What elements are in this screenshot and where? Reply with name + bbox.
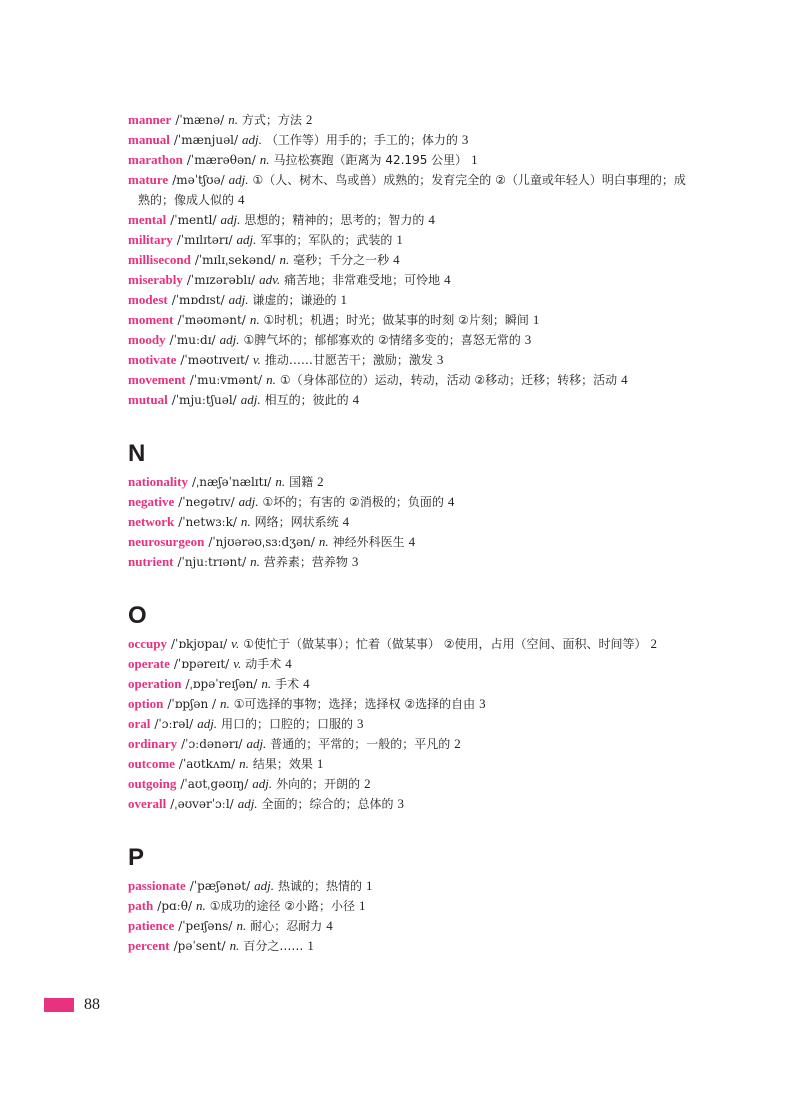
definition: 思想的；精神的；思考的；智力的 (244, 213, 425, 227)
definition: 外向的；开朗的 (276, 777, 361, 791)
part-of-speech: adj. (252, 776, 273, 791)
definition: ①可选择的事物；选择；选择权 ②选择的自由 (233, 697, 476, 711)
headword: operate (128, 656, 170, 671)
level-number: 4 (408, 534, 416, 549)
part-of-speech: adj. (238, 494, 259, 509)
glossary-entry (128, 916, 688, 936)
part-of-speech: n. (275, 474, 286, 489)
pronunciation: /pɑːθ/ (157, 899, 192, 913)
glossary-entry (128, 532, 688, 552)
part-of-speech: n. (236, 918, 247, 933)
level-number: 3 (397, 796, 405, 811)
headword: millisecond (128, 252, 191, 267)
definition: 相互的；彼此的 (264, 393, 349, 407)
pronunciation: /ˈpæʃənət/ (189, 879, 251, 893)
level-number: 1 (365, 878, 373, 893)
part-of-speech: n. (240, 514, 251, 529)
headword: path (128, 898, 154, 913)
glossary-entry (128, 694, 688, 714)
level-number: 1 (359, 898, 366, 913)
part-of-speech: adj. (197, 716, 218, 731)
section-letter-p: P (128, 844, 145, 871)
pronunciation: /ˈmænə/ (175, 113, 225, 127)
pronunciation: /ˌnæʃəˈnælɪtɪ/ (191, 475, 272, 489)
part-of-speech: n. (266, 372, 276, 387)
definition: 耐心；忍耐力 (250, 919, 323, 933)
level-number: 1 (340, 292, 347, 307)
headword: moody (128, 332, 166, 347)
definition: 热诚的；热情的 (277, 879, 362, 893)
glossary-entry (128, 390, 688, 410)
part-of-speech: adj. (228, 172, 249, 187)
headword: moment (128, 312, 174, 327)
part-of-speech: n. (250, 554, 260, 569)
pronunciation: /ˈɒpəreɪt/ (173, 657, 230, 671)
glossary-entry (128, 512, 688, 532)
level-number: 4 (342, 514, 350, 529)
page-tab-marker (44, 998, 74, 1012)
definition: 全面的；综合的；总体的 (261, 797, 394, 811)
part-of-speech: n. (318, 534, 329, 549)
definition: 结果；效果 (252, 757, 313, 771)
definition: ①坏的；有害的 ②消极的；负面的 (262, 495, 444, 509)
part-of-speech: n. (261, 676, 272, 691)
level-number: 1 (471, 152, 478, 167)
headword: outcome (128, 756, 175, 771)
pronunciation: /ˈməʊmənt/ (177, 313, 246, 327)
headword: miserably (128, 272, 183, 287)
headword: operation (128, 676, 182, 691)
part-of-speech: adj. (220, 212, 241, 227)
part-of-speech: n. (229, 938, 240, 953)
pronunciation: /pəˈsent/ (173, 939, 226, 953)
part-of-speech: n. (279, 252, 290, 267)
pronunciation: /ˈmɪzərəblɪ/ (186, 273, 256, 287)
headword: overall (128, 796, 167, 811)
part-of-speech: n. (195, 898, 206, 913)
section-letter-o: O (128, 602, 147, 629)
pronunciation: /ˈmuːdɪ/ (169, 333, 216, 347)
headword: neurosurgeon (128, 534, 205, 549)
definition: 手术 (275, 677, 300, 691)
level-number: 2 (364, 776, 371, 791)
pronunciation: /ˈaʊtˌgəʊɪŋ/ (180, 777, 249, 791)
level-number: 4 (326, 918, 333, 933)
pronunciation: /ˈɔːdənərɪ/ (181, 737, 243, 751)
level-number: 3 (479, 696, 486, 711)
level-number: 4 (444, 272, 451, 287)
pronunciation: /ˈpeɪʃəns/ (178, 919, 233, 933)
part-of-speech: v. (231, 636, 240, 651)
glossary-entry (128, 290, 688, 310)
definition: （工作等）用手的；手工的；体力的 (265, 133, 458, 147)
headword: manual (128, 132, 170, 147)
glossary-entry (128, 270, 688, 290)
page-footer (44, 996, 100, 1014)
definition: ①（人、树木、鸟或兽）成熟的；发育完全的 ②（儿童或年轻人）明白事理的；成熟的；像成人似的 (138, 173, 686, 207)
definition: 神经外科医生 (332, 535, 405, 549)
section-letter-n: N (128, 440, 146, 467)
definition: 谦虚的；谦逊的 (252, 293, 337, 307)
headword: ordinary (128, 736, 178, 751)
definition: 国籍 (289, 475, 314, 489)
part-of-speech: adj. (240, 392, 261, 407)
level-number: 3 (351, 554, 359, 569)
level-number: 4 (285, 656, 292, 671)
definition: ①时机；机遇；时光；做某事的时刻 ②片刻；瞬间 (263, 313, 529, 327)
pronunciation: /ˈməʊtɪveɪt/ (180, 353, 249, 367)
pronunciation: /ˈmɒdɪst/ (171, 293, 225, 307)
pronunciation: /ˈnegətɪv/ (178, 495, 235, 509)
level-number: 2 (305, 112, 313, 127)
glossary-entry (128, 936, 688, 956)
headword: negative (128, 494, 175, 509)
headword: movement (128, 372, 186, 387)
definition: 毫秒；千分之一秒 (293, 253, 390, 267)
pronunciation: /ˈɒpʃən / (167, 697, 217, 711)
glossary-entry (128, 210, 688, 230)
headword: nationality (128, 474, 188, 489)
glossary-entry (128, 492, 688, 512)
pronunciation: /ˈmɪlɪtərɪ/ (176, 233, 233, 247)
headword: oral (128, 716, 151, 731)
definition: 营养素；营养物 (263, 555, 348, 569)
part-of-speech: adj. (254, 878, 274, 893)
headword: mutual (128, 392, 168, 407)
headword: manner (128, 112, 172, 127)
part-of-speech: n. (259, 152, 270, 167)
part-of-speech: adv. (259, 272, 281, 287)
pronunciation: /ˈɒkjʊpaɪ/ (170, 637, 228, 651)
part-of-speech: n. (249, 312, 260, 327)
level-number: 4 (303, 676, 310, 691)
part-of-speech: n. (228, 112, 238, 127)
pronunciation: /ˈmentl/ (170, 213, 217, 227)
pronunciation: /ˈnjuːtrɪənt/ (177, 555, 247, 569)
headword: passionate (128, 878, 186, 893)
definition: ①（身体部位的）运动，转动，活动 ②移动；迁移；转移；活动 (279, 373, 618, 387)
definition: 痛苦地；非常难受地；可怜地 (284, 273, 441, 287)
definition: 推动……甘愿苦干；激励；激发 (264, 353, 433, 367)
pronunciation: /ˈmɪlɪˌsekənd/ (194, 253, 276, 267)
glossary-entry (128, 110, 688, 130)
headword: percent (128, 938, 170, 953)
glossary-entry (128, 350, 688, 370)
headword: mental (128, 212, 167, 227)
glossary-entry (128, 754, 688, 774)
glossary-entry (128, 774, 688, 794)
pronunciation: /ˌəʊvərˈɔːl/ (170, 797, 234, 811)
headword: modest (128, 292, 168, 307)
pronunciation: /ˈɔːrəl/ (154, 717, 194, 731)
definition: 军事的；军队的；武装的 (260, 233, 393, 247)
pronunciation: /ˈmjuːtʃuəl/ (171, 393, 237, 407)
definition: ①使忙于（做某事）；忙着（做某事） ②使用，占用（空间、面积、时间等） (243, 637, 647, 651)
headword: motivate (128, 352, 177, 367)
level-number: 4 (238, 192, 245, 207)
level-number: 4 (352, 392, 360, 407)
pronunciation: /ˌɒpəˈreɪʃən/ (185, 677, 258, 691)
glossary-entry (128, 150, 688, 170)
pronunciation: /ˈmærəθən/ (186, 153, 256, 167)
level-number: 2 (317, 474, 324, 489)
part-of-speech: adj. (242, 132, 262, 147)
headword: nutrient (128, 554, 174, 569)
pronunciation: /ˈaʊtkʌm/ (178, 757, 236, 771)
glossary-entry (128, 896, 688, 916)
level-number: 1 (396, 232, 403, 247)
definition: 马拉松赛跑（距离为 42.195 公里） (273, 153, 468, 167)
level-number: 1 (316, 756, 324, 771)
part-of-speech: v. (233, 656, 242, 671)
level-number: 3 (436, 352, 444, 367)
pronunciation: /məˈtʃʊə/ (172, 173, 225, 187)
glossary-entry (128, 714, 688, 734)
definition: 普通的；平常的；一般的；平凡的 (270, 737, 451, 751)
glossary-entry (128, 734, 688, 754)
glossary-entry (128, 674, 688, 694)
level-number: 1 (532, 312, 540, 327)
glossary-entry (128, 170, 688, 210)
part-of-speech: n. (239, 756, 249, 771)
headword: network (128, 514, 175, 529)
level-number: 1 (307, 938, 314, 953)
pronunciation: /ˈmuːvmənt/ (189, 373, 263, 387)
part-of-speech: adj. (219, 332, 240, 347)
glossary-entry (128, 370, 688, 390)
definition: ①脾气坏的；郁郁寡欢的 ②情绪多变的；喜怒无常的 (243, 333, 521, 347)
glossary-entry (128, 552, 688, 572)
definition: 方式；方法 (241, 113, 302, 127)
glossary-entry (128, 634, 688, 654)
headword: option (128, 696, 164, 711)
glossary-entry (128, 230, 688, 250)
part-of-speech: n. (220, 696, 230, 711)
pronunciation: /ˈnetwɜːk/ (178, 515, 237, 529)
glossary-entry (128, 876, 688, 896)
level-number: 3 (524, 332, 532, 347)
glossary-entry (128, 330, 688, 350)
level-number: 4 (428, 212, 435, 227)
headword: outgoing (128, 776, 177, 791)
part-of-speech: adj. (228, 292, 249, 307)
glossary-entry (128, 654, 688, 674)
level-number: 3 (357, 716, 364, 731)
headword: occupy (128, 636, 167, 651)
headword: mature (128, 172, 169, 187)
glossary-entry (128, 472, 688, 492)
level-number: 2 (454, 736, 461, 751)
definition: 用口的；口腔的；口服的 (221, 717, 354, 731)
headword: military (128, 232, 173, 247)
level-number: 4 (447, 494, 455, 509)
page-number: 88 (84, 996, 100, 1013)
pronunciation: /ˈmænjuəl/ (173, 133, 239, 147)
level-number: 3 (461, 132, 469, 147)
headword: marathon (128, 152, 183, 167)
glossary-entry (128, 310, 688, 330)
headword: patience (128, 918, 175, 933)
definition: 动手术 (245, 657, 282, 671)
part-of-speech: v. (252, 352, 261, 367)
definition: 网络；网状系统 (254, 515, 339, 529)
glossary-entry (128, 794, 688, 814)
definition: ①成功的途径 ②小路；小径 (209, 899, 356, 913)
level-number: 4 (393, 252, 400, 267)
glossary-entry (128, 250, 688, 270)
part-of-speech: adj. (236, 232, 257, 247)
level-number: 4 (621, 372, 628, 387)
level-number: 2 (650, 636, 658, 651)
pronunciation: /ˈnjʊərəʊˌsɜːdʒən/ (208, 535, 315, 549)
definition: 百分之…… (243, 939, 304, 953)
part-of-speech: adj. (246, 736, 267, 751)
part-of-speech: adj. (237, 796, 258, 811)
glossary-entry (128, 130, 688, 150)
glossary-list (128, 110, 688, 956)
